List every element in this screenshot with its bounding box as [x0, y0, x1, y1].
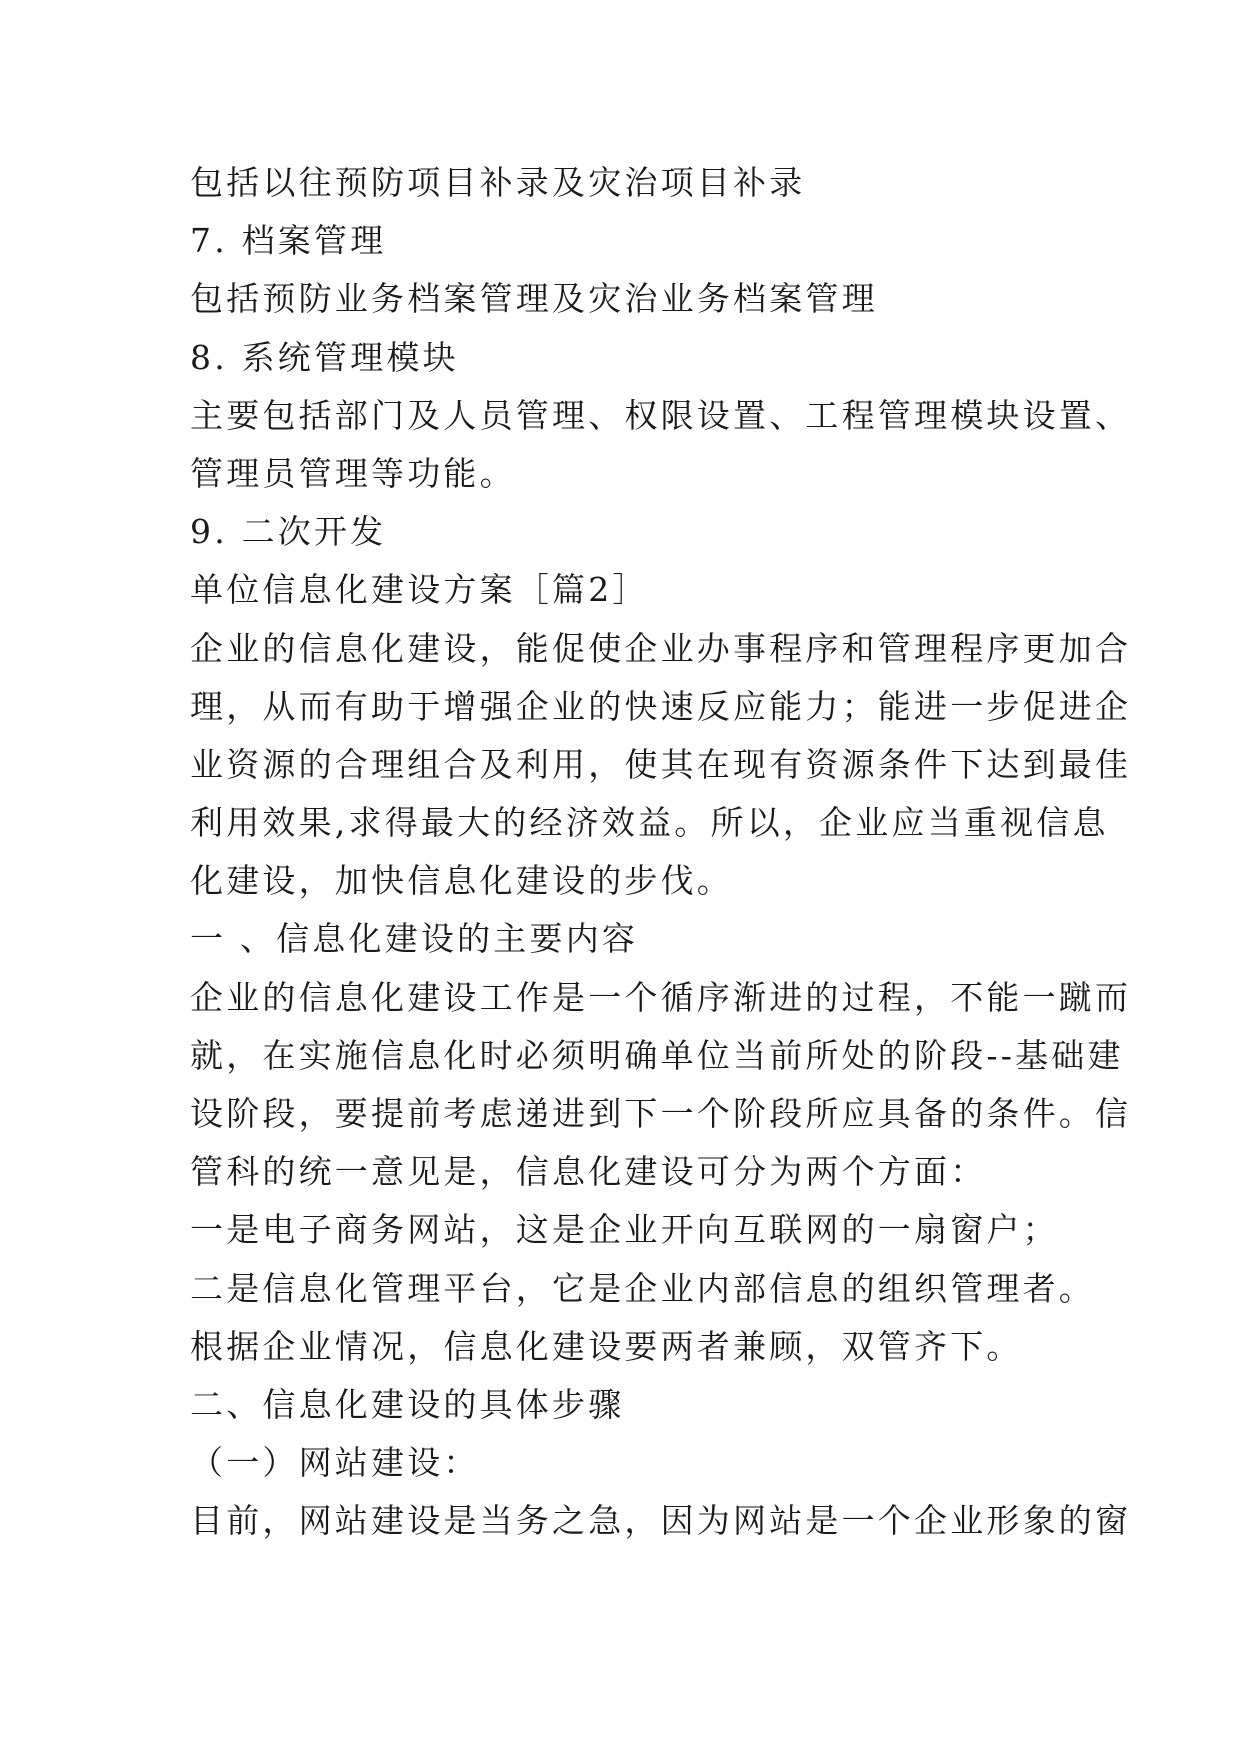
subsection-heading-website: （一）网站建设：: [190, 1443, 480, 1483]
section-heading-system-management: 8. 系统管理模块: [190, 337, 459, 377]
paragraph-line: 企业的信息化建设，能促使企业办事程序和管理程序更加合: [190, 628, 1132, 668]
paragraph-line: 化建设，加快信息化建设的步伐。: [190, 861, 733, 901]
section-heading-specific-steps: 二、信息化建设的具体步骤: [190, 1384, 625, 1424]
section-heading-secondary-development: 9. 二次开发: [190, 512, 387, 552]
paragraph-line: 就，在实施信息化时必须明确单位当前所处的阶段--基础建: [190, 1035, 1124, 1075]
section-heading-main-content: 一 、信息化建设的主要内容: [190, 919, 639, 959]
paragraph-line: 二是信息化管理平台，它是企业内部信息的组织管理者。: [190, 1268, 1095, 1308]
article-title: 单位信息化建设方案［篇2］: [190, 570, 649, 610]
paragraph-line: 企业的信息化建设工作是一个循序渐进的过程，不能一蹴而: [190, 977, 1132, 1017]
body-text-line: 包括以往预防项目补录及灾治项目补录: [190, 163, 806, 202]
body-text-line: 包括预防业务档案管理及灾治业务档案管理: [190, 279, 878, 319]
paragraph-line: 业资源的合理组合及利用，使其在现有资源条件下达到最佳: [190, 744, 1132, 784]
paragraph-line: 理，从而有助于增强企业的快速反应能力；能进一步促进企: [190, 686, 1132, 726]
paragraph-line: 根据企业情况，信息化建设要两者兼顾，双管齐下。: [190, 1326, 1023, 1366]
document-body: [190, 154, 1132, 1551]
paragraph-line: 一是电子商务网站，这是企业开向互联网的一扇窗户；: [190, 1210, 1059, 1250]
paragraph-line: 利用效果,求得最大的经济效益。所以，企业应当重视信息: [190, 803, 1109, 843]
paragraph-line: 设阶段，要提前考虑递进到下一个阶段所应具备的条件。信: [190, 1094, 1132, 1133]
paragraph-line: 目前，网站建设是当务之急，因为网站是一个企业形象的窗: [190, 1501, 1132, 1541]
body-text-line: 主要包括部门及人员管理、权限设置、工程管理模块设置、: [190, 395, 1132, 435]
paragraph-line: 管科的统一意见是，信息化建设可分为两个方面：: [190, 1152, 987, 1192]
section-heading-archive-management: 7. 档案管理: [190, 221, 387, 261]
body-text-line: 管理员管理等功能。: [190, 453, 516, 493]
